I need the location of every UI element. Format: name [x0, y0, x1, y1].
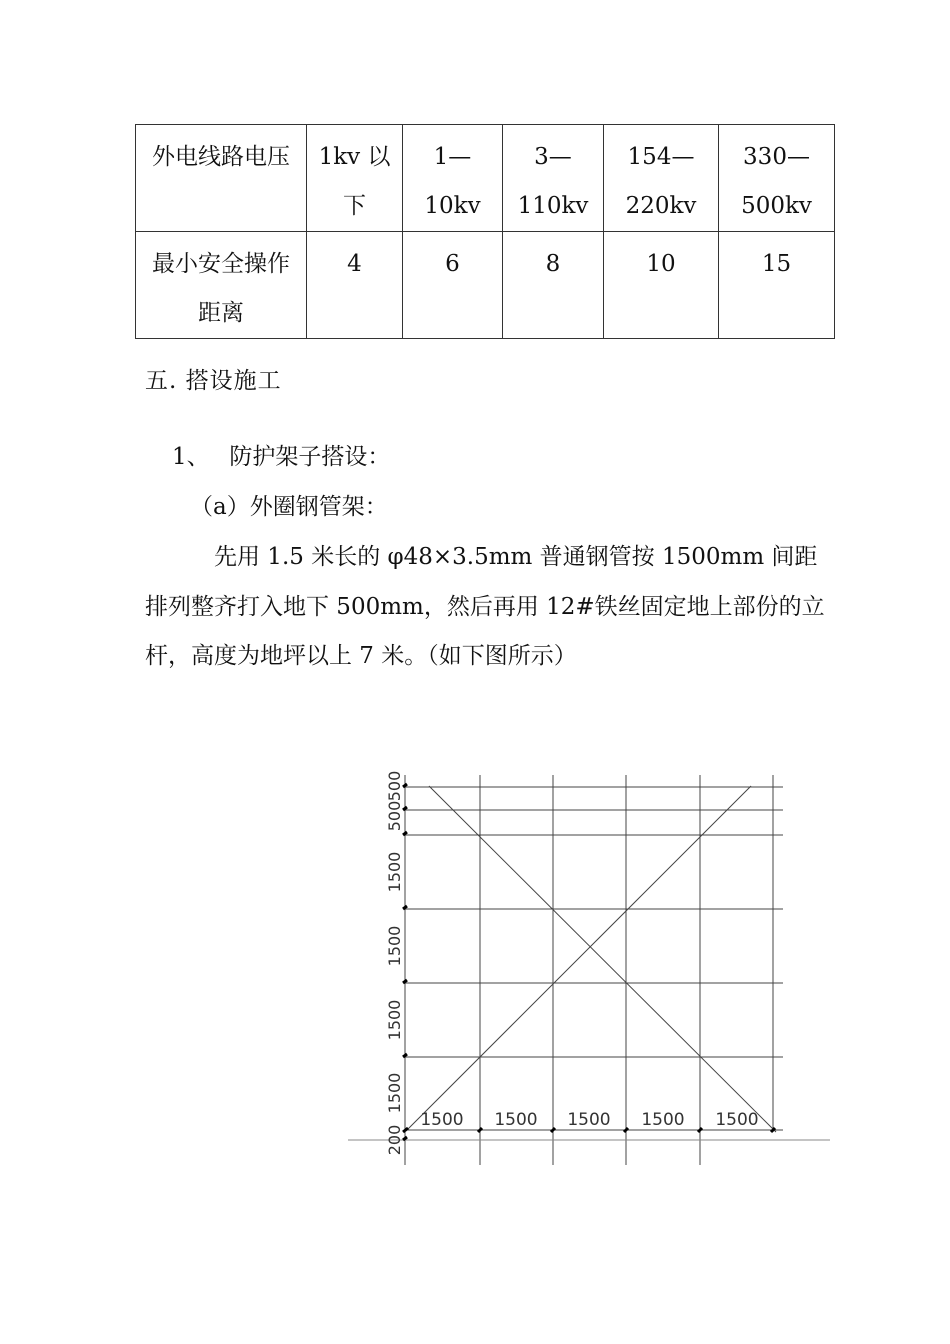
cross-brace [429, 786, 776, 1132]
cross-brace [406, 786, 751, 1131]
dim-label-bottom: 1500 [567, 1110, 611, 1130]
item-title: 防护架子搭设： [229, 444, 391, 470]
grid-lines [348, 775, 830, 1165]
table-row-distance [136, 232, 835, 339]
table-cell: 1— 10kv [403, 125, 503, 232]
item-number: 1、 [172, 444, 210, 470]
table-cell: 15 [719, 232, 835, 339]
dim-label-bottom: 1500 [494, 1110, 538, 1130]
dim-label-left: 1500 [385, 1072, 404, 1114]
dim-label-left: 200 [385, 1124, 404, 1156]
table-cell: 4 [307, 232, 403, 339]
dim-label-left: 500 [385, 800, 404, 832]
table-cell: 10 [604, 232, 719, 339]
table-cell-voltage-label: 外电线路电压 [136, 125, 307, 232]
dim-label-bottom: 1500 [641, 1110, 685, 1130]
dim-label-left: 1500 [385, 999, 404, 1041]
section-heading: 五. 搭设施工 [145, 368, 282, 394]
safety-distance-table [135, 124, 835, 339]
table-cell-distance-label: 最小安全操作 距离 [136, 232, 307, 339]
dim-label-bottom: 1500 [420, 1110, 464, 1130]
dim-label-bottom: 1500 [715, 1110, 759, 1130]
dim-label-left: 1500 [385, 851, 404, 893]
subsection-item-1 [172, 438, 390, 471]
subsection-item-1a: （a）外圈钢管架： [190, 494, 388, 520]
body-paragraph: 先用 1.5 米长的 φ48×3.5mm 普通钢管按 1500mm 间距排列整齐打入地下 500mm，然后再用 12#铁丝固定地上部份的立杆，高度为地坪以上 7 米。（如下图所示） [145, 544, 825, 669]
table-cell: 330— 500kv [719, 125, 835, 232]
scaffold-grid-diagram [340, 770, 840, 1170]
table-cell: 3— 110kv [503, 125, 604, 232]
table-cell: 8 [503, 232, 604, 339]
table-cell: 1kv 以 下 [307, 125, 403, 232]
table-row-voltage [136, 125, 835, 232]
node-markers [403, 784, 775, 1140]
dim-label-left: 1500 [385, 925, 404, 967]
table-cell: 154— 220kv [604, 125, 719, 232]
dim-label-left: 500 [385, 770, 404, 802]
table-cell: 6 [403, 232, 503, 339]
